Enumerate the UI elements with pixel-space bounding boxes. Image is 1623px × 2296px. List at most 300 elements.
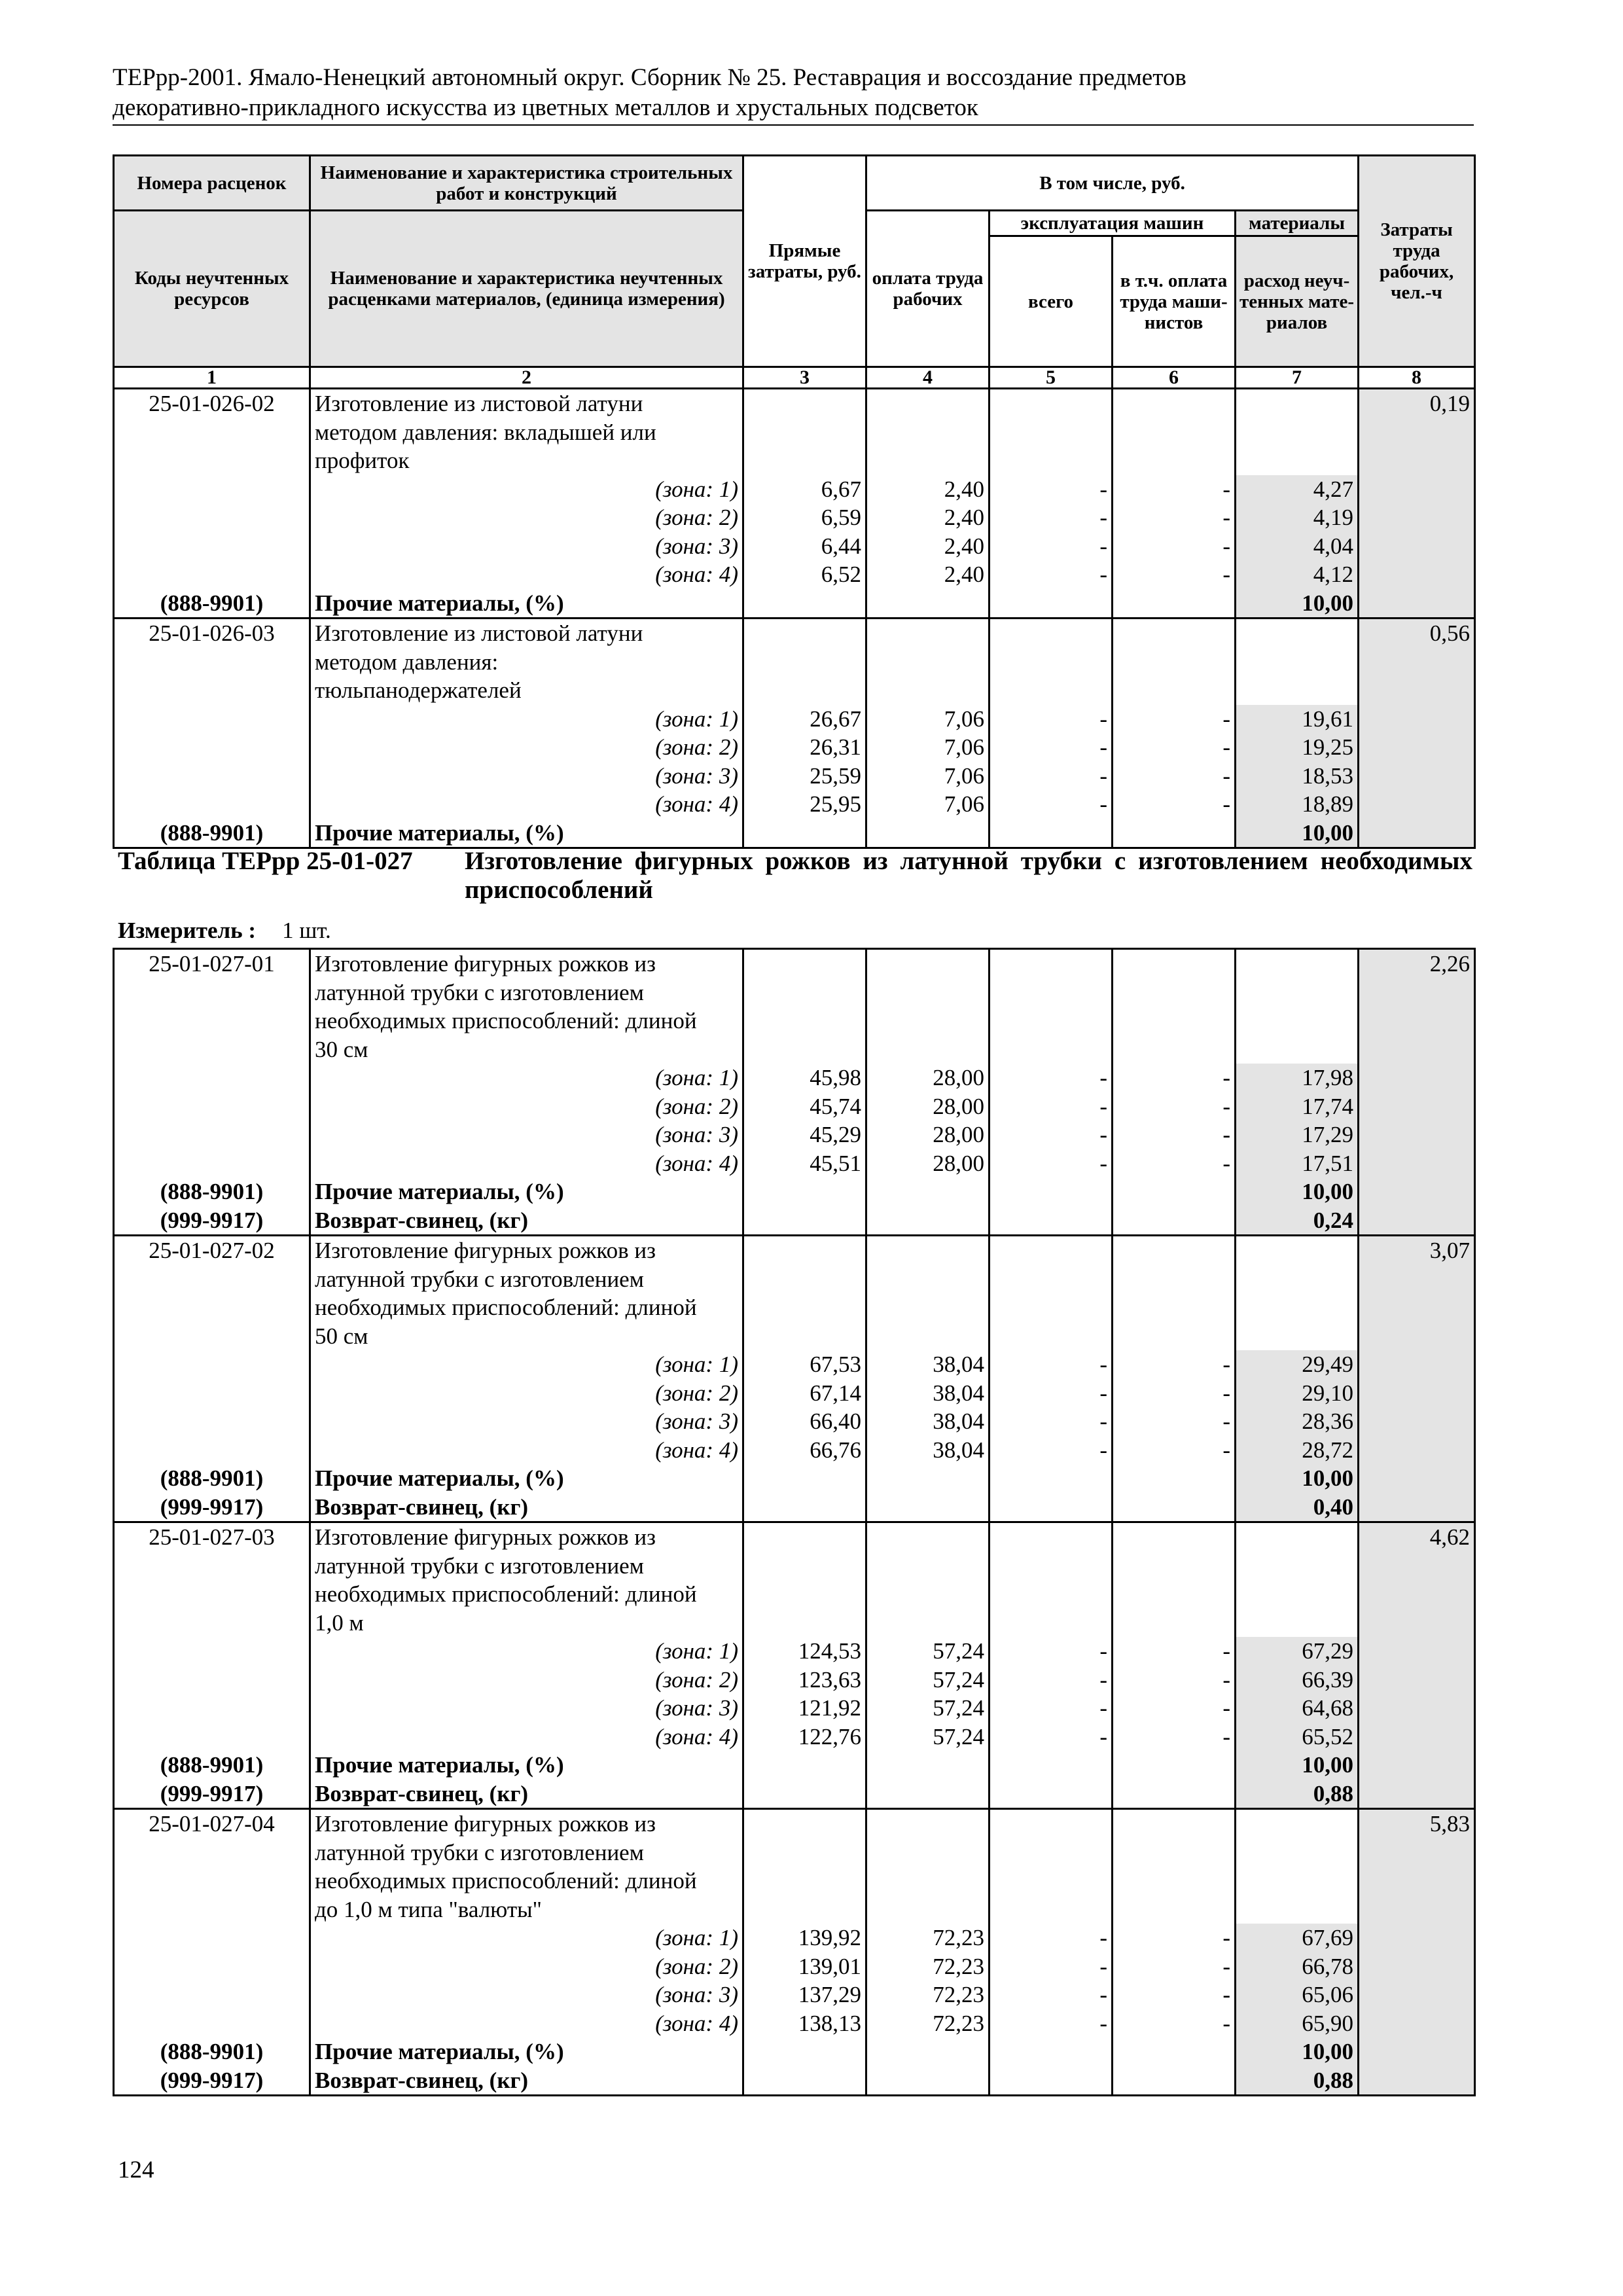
worker-wages: 7,06: [866, 762, 990, 791]
empty-cell: [1113, 2066, 1236, 2096]
empty-cell: [866, 589, 990, 619]
materials-cost: 17,51: [1236, 1149, 1359, 1178]
empty-cell: [114, 762, 310, 791]
empty-cell: [114, 1149, 310, 1178]
empty-cell: [866, 1493, 990, 1522]
empty-cell: [1359, 1064, 1475, 1092]
table-row: [114, 978, 1475, 1007]
empty-cell: [1113, 1895, 1236, 1924]
machinist-wages: -: [1113, 733, 1236, 762]
resource-name: Прочие материалы, (%): [310, 819, 743, 848]
empty-cell: [990, 819, 1113, 848]
worker-wages: 38,04: [866, 1379, 990, 1408]
empty-cell: [114, 560, 310, 589]
direct-costs: 67,14: [743, 1379, 866, 1408]
table-body: [114, 389, 1475, 848]
empty-cell: [1113, 1265, 1236, 1294]
empty-cell: [1236, 1839, 1359, 1867]
materials-cost: 66,39: [1236, 1666, 1359, 1695]
empty-cell: [743, 1322, 866, 1351]
labor-cost: [1359, 1895, 1475, 1924]
machines-total: -: [990, 705, 1113, 734]
resource-value: 10,00: [1236, 1751, 1359, 1780]
empty-cell: [743, 819, 866, 848]
empty-cell: [1359, 1981, 1475, 2009]
labor-cost: [1359, 446, 1475, 475]
materials-cost: 4,27: [1236, 475, 1359, 504]
labor-cost: [1359, 1322, 1475, 1351]
direct-costs: 45,29: [743, 1121, 866, 1149]
empty-cell: [1236, 1552, 1359, 1581]
empty-cell: [990, 619, 1113, 648]
zone-label: (зона: 2): [310, 733, 743, 762]
materials-cost: 17,74: [1236, 1092, 1359, 1121]
rate-code: [114, 978, 310, 1007]
empty-cell: [743, 1809, 866, 1839]
rate-code: [114, 676, 310, 705]
table-row: [114, 1637, 1475, 1666]
resource-code: (888-9901): [114, 1751, 310, 1780]
worker-wages: 28,00: [866, 1149, 990, 1178]
table-row: [114, 1751, 1475, 1780]
table-row: [114, 1552, 1475, 1581]
worker-wages: 72,23: [866, 1924, 990, 1952]
machinist-wages: -: [1113, 560, 1236, 589]
materials-consumption-header: расход неуч-тенных мате-риалов: [1236, 236, 1359, 367]
empty-cell: [1113, 819, 1236, 848]
empty-cell: [990, 1322, 1113, 1351]
resource-code: (888-9901): [114, 1464, 310, 1493]
zone-label: (зона: 3): [310, 1407, 743, 1436]
resource-code: (888-9901): [114, 589, 310, 619]
machinist-wages: -: [1113, 1981, 1236, 2009]
empty-cell: [743, 648, 866, 677]
materials-cost: 65,90: [1236, 2009, 1359, 2038]
labor-cost: [1359, 1867, 1475, 1895]
empty-cell: [1359, 1723, 1475, 1751]
zone-label: (зона: 4): [310, 2009, 743, 2038]
empty-cell: [743, 1552, 866, 1581]
empty-cell: [866, 1552, 990, 1581]
empty-cell: [743, 1580, 866, 1609]
empty-cell: [1113, 1206, 1236, 1236]
machines-total: -: [990, 1436, 1113, 1465]
table-row: [114, 1580, 1475, 1609]
empty-cell: [866, 978, 990, 1007]
labor-cost: 2,26: [1359, 949, 1475, 978]
resource-value: 10,00: [1236, 2037, 1359, 2066]
empty-cell: [114, 503, 310, 532]
resource-name: Возврат-свинец, (кг): [310, 2066, 743, 2096]
empty-cell: [990, 1493, 1113, 1522]
empty-cell: [990, 1809, 1113, 1839]
machinist-wages-header: в т.ч. оплата труда маши-нистов: [1113, 236, 1236, 367]
empty-cell: [743, 1493, 866, 1522]
worker-wages: 38,04: [866, 1350, 990, 1379]
table-row: [114, 2009, 1475, 2038]
header-line-1: ТЕРрр-2001. Ямало-Ненецкий автономный округ. Сборник № 25. Реставрация и воссоздание предметов: [113, 64, 1186, 91]
empty-cell: [1236, 1007, 1359, 1035]
table-row: [114, 1350, 1475, 1379]
worker-wages: 28,00: [866, 1064, 990, 1092]
labor-cost: [1359, 1265, 1475, 1294]
materials-cost: 65,52: [1236, 1723, 1359, 1751]
rate-name-line: Изготовление из листовой латуни: [310, 619, 743, 648]
empty-cell: [866, 1007, 990, 1035]
zone-label: (зона: 1): [310, 1924, 743, 1952]
worker-wages: 72,23: [866, 2009, 990, 2038]
table-row: [114, 1839, 1475, 1867]
empty-cell: [866, 1206, 990, 1236]
empty-cell: [1359, 1092, 1475, 1121]
zone-label: (зона: 3): [310, 532, 743, 561]
table-row: [114, 1149, 1475, 1178]
empty-cell: [1236, 1895, 1359, 1924]
empty-cell: [1359, 1637, 1475, 1666]
empty-cell: [114, 1637, 310, 1666]
table-row: [114, 1522, 1475, 1552]
materials-cost: 67,29: [1236, 1637, 1359, 1666]
machinist-wages: -: [1113, 1064, 1236, 1092]
empty-cell: [866, 1780, 990, 1809]
empty-cell: [866, 648, 990, 677]
machines-header: эксплуатация машин: [990, 211, 1236, 236]
empty-cell: [1113, 648, 1236, 677]
machinist-wages: -: [1113, 1350, 1236, 1379]
direct-costs: 6,52: [743, 560, 866, 589]
empty-cell: [866, 1839, 990, 1867]
empty-cell: [114, 1694, 310, 1723]
resource-code: (999-9917): [114, 2066, 310, 2096]
direct-costs: 26,31: [743, 733, 866, 762]
empty-cell: [114, 733, 310, 762]
resource-name: Прочие материалы, (%): [310, 589, 743, 619]
empty-cell: [866, 1035, 990, 1064]
empty-cell: [990, 1780, 1113, 1809]
materials-cost: 19,25: [1236, 733, 1359, 762]
materials-cost: 4,19: [1236, 503, 1359, 532]
machines-total: -: [990, 2009, 1113, 2038]
rate-code: [114, 1035, 310, 1064]
empty-cell: [1236, 978, 1359, 1007]
empty-cell: [114, 790, 310, 819]
rate-name-line: профиток: [310, 446, 743, 475]
rate-name-line: методом давления:: [310, 648, 743, 677]
empty-cell: [866, 418, 990, 447]
empty-cell: [114, 705, 310, 734]
table-row: [114, 648, 1475, 677]
machines-total: -: [990, 532, 1113, 561]
table-row: [114, 1177, 1475, 1206]
empty-cell: [1359, 503, 1475, 532]
zone-label: (зона: 3): [310, 1694, 743, 1723]
machinist-wages: -: [1113, 790, 1236, 819]
table-row: [114, 790, 1475, 819]
empty-cell: [743, 1839, 866, 1867]
zone-label: (зона: 3): [310, 762, 743, 791]
table-row: [114, 1121, 1475, 1149]
labor-cost: 3,07: [1359, 1236, 1475, 1265]
rate-code: [114, 1609, 310, 1638]
empty-cell: [743, 1177, 866, 1206]
resource-value: 0,88: [1236, 1780, 1359, 1809]
materials-cost: 17,29: [1236, 1121, 1359, 1149]
direct-costs: 139,92: [743, 1924, 866, 1952]
direct-costs: 26,67: [743, 705, 866, 734]
empty-cell: [114, 1092, 310, 1121]
empty-cell: [743, 1464, 866, 1493]
empty-cell: [1359, 1350, 1475, 1379]
empty-cell: [866, 1895, 990, 1924]
empty-cell: [114, 1350, 310, 1379]
rate-code: [114, 1552, 310, 1581]
machines-total: -: [990, 1092, 1113, 1121]
empty-cell: [1359, 1379, 1475, 1408]
table-row: [114, 1007, 1475, 1035]
empty-cell: [1359, 2037, 1475, 2066]
empty-cell: [990, 1464, 1113, 1493]
empty-cell: [1113, 1493, 1236, 1522]
materials-cost: 4,04: [1236, 532, 1359, 561]
direct-costs: 139,01: [743, 1952, 866, 1981]
rate-name-line: Изготовление фигурных рожков из: [310, 949, 743, 978]
worker-wages: 7,06: [866, 790, 990, 819]
table-row: [114, 619, 1475, 648]
labor-cost: [1359, 1580, 1475, 1609]
empty-cell: [866, 389, 990, 418]
labor-cost: 0,19: [1359, 389, 1475, 418]
resource-code: (999-9917): [114, 1780, 310, 1809]
empty-cell: [743, 1265, 866, 1294]
rate-code: 25-01-027-03: [114, 1522, 310, 1552]
empty-cell: [866, 819, 990, 848]
table-row: [114, 503, 1475, 532]
empty-cell: [990, 978, 1113, 1007]
rate-name-line: необходимых приспособлений: длиной: [310, 1867, 743, 1895]
empty-cell: [990, 446, 1113, 475]
table-row: [114, 1293, 1475, 1322]
table-row: [114, 1780, 1475, 1809]
empty-cell: [114, 532, 310, 561]
zone-label: (зона: 4): [310, 1149, 743, 1178]
rate-code: [114, 1322, 310, 1351]
zone-label: (зона: 2): [310, 1379, 743, 1408]
machines-total: -: [990, 475, 1113, 504]
empty-cell: [866, 2066, 990, 2096]
empty-cell: [743, 619, 866, 648]
table-row: [114, 733, 1475, 762]
empty-cell: [743, 1522, 866, 1552]
empty-cell: [990, 949, 1113, 978]
direct-costs: 6,59: [743, 503, 866, 532]
labor-cost: [1359, 1609, 1475, 1638]
rate-code: 25-01-027-02: [114, 1236, 310, 1265]
materials-cost: 67,69: [1236, 1924, 1359, 1952]
worker-wages: 57,24: [866, 1723, 990, 1751]
column-number: 6: [1113, 367, 1236, 389]
empty-cell: [1236, 1609, 1359, 1638]
materials-cost: 17,98: [1236, 1064, 1359, 1092]
table-row: [114, 532, 1475, 561]
empty-cell: [1359, 733, 1475, 762]
table-head: [114, 156, 1475, 389]
machinist-wages: -: [1113, 1666, 1236, 1695]
column-number: 4: [866, 367, 990, 389]
col1-top-header: Номера расценок: [114, 156, 310, 211]
empty-cell: [743, 589, 866, 619]
table-row: [114, 762, 1475, 791]
empty-cell: [1359, 1149, 1475, 1178]
empty-cell: [990, 1522, 1113, 1552]
rate-code: [114, 418, 310, 447]
empty-cell: [866, 619, 990, 648]
empty-cell: [743, 1035, 866, 1064]
machines-total: -: [990, 1723, 1113, 1751]
page-number: 124: [118, 2157, 154, 2183]
measure-label: Измеритель :: [118, 918, 257, 943]
empty-cell: [990, 2037, 1113, 2066]
empty-cell: [1359, 1436, 1475, 1465]
machines-total: -: [990, 1407, 1113, 1436]
empty-cell: [1236, 1236, 1359, 1265]
empty-cell: [114, 1952, 310, 1981]
machinist-wages: -: [1113, 1121, 1236, 1149]
empty-cell: [743, 1751, 866, 1780]
empty-cell: [1236, 418, 1359, 447]
empty-cell: [1113, 1293, 1236, 1322]
table-row: [114, 1436, 1475, 1465]
machinist-wages: -: [1113, 1637, 1236, 1666]
table-row: [114, 1867, 1475, 1895]
machines-total: -: [990, 1981, 1113, 2009]
rate-code: [114, 1007, 310, 1035]
table-row: [114, 1407, 1475, 1436]
empty-cell: [1113, 1464, 1236, 1493]
table-row: [114, 1493, 1475, 1522]
empty-cell: [1113, 1035, 1236, 1064]
empty-cell: [990, 1035, 1113, 1064]
labor-cost: [1359, 1035, 1475, 1064]
empty-cell: [114, 1121, 310, 1149]
table-row: [114, 1064, 1475, 1092]
empty-cell: [114, 1924, 310, 1952]
empty-cell: [866, 1293, 990, 1322]
empty-cell: [743, 446, 866, 475]
table-caption-text: Изготовление фигурных рожков из латунной трубки с изготовлением необходимых приспособлений: [465, 847, 1472, 904]
worker-wages: 72,23: [866, 1981, 990, 2009]
empty-cell: [743, 676, 866, 705]
resource-value: 0,24: [1236, 1206, 1359, 1236]
empty-cell: [1236, 619, 1359, 648]
empty-cell: [743, 1236, 866, 1265]
empty-cell: [1359, 1924, 1475, 1952]
table-caption-label: Таблица ТЕРрр 25-01-027: [118, 847, 413, 875]
worker-wages: 57,24: [866, 1694, 990, 1723]
zone-label: (зона: 2): [310, 1666, 743, 1695]
direct-costs: 25,59: [743, 762, 866, 791]
empty-cell: [1113, 1007, 1236, 1035]
column-number: 1: [114, 367, 310, 389]
page-header: [113, 63, 1474, 126]
machines-total: -: [990, 1637, 1113, 1666]
materials-cost: 18,89: [1236, 790, 1359, 819]
table-row: [114, 1895, 1475, 1924]
labor-cost: [1359, 1839, 1475, 1867]
table-row: [114, 1206, 1475, 1236]
empty-cell: [866, 949, 990, 978]
resource-code: (888-9901): [114, 819, 310, 848]
zone-label: (зона: 1): [310, 1350, 743, 1379]
empty-cell: [990, 676, 1113, 705]
table-row: [114, 475, 1475, 504]
materials-cost: 66,78: [1236, 1952, 1359, 1981]
machinist-wages: -: [1113, 503, 1236, 532]
empty-cell: [1359, 589, 1475, 619]
table-row: [114, 1609, 1475, 1638]
direct-costs-header: Прямые затраты, руб.: [743, 156, 866, 367]
worker-wages: 7,06: [866, 733, 990, 762]
rate-name-line: Изготовление фигурных рожков из: [310, 1809, 743, 1839]
direct-costs: 6,44: [743, 532, 866, 561]
table-row: [114, 1092, 1475, 1121]
rate-name-line: 30 см: [310, 1035, 743, 1064]
empty-cell: [866, 1867, 990, 1895]
rate-name-line: до 1,0 м типа "валюты": [310, 1895, 743, 1924]
machines-total: -: [990, 560, 1113, 589]
machinist-wages: -: [1113, 705, 1236, 734]
resource-code: (999-9917): [114, 1206, 310, 1236]
rate-name-line: Изготовление фигурных рожков из: [310, 1522, 743, 1552]
empty-cell: [1113, 949, 1236, 978]
empty-cell: [1113, 1177, 1236, 1206]
zone-label: (зона: 3): [310, 1121, 743, 1149]
table-row: [114, 676, 1475, 705]
resource-name: Прочие материалы, (%): [310, 2037, 743, 2066]
resource-name: Возврат-свинец, (кг): [310, 1493, 743, 1522]
empty-cell: [743, 949, 866, 978]
machines-total: -: [990, 503, 1113, 532]
empty-cell: [1236, 949, 1359, 978]
rate-code: [114, 1293, 310, 1322]
empty-cell: [990, 1839, 1113, 1867]
rate-name-line: 50 см: [310, 1322, 743, 1351]
empty-cell: [743, 2037, 866, 2066]
empty-cell: [743, 418, 866, 447]
empty-cell: [1113, 389, 1236, 418]
empty-cell: [114, 475, 310, 504]
rate-name-line: необходимых приспособлений: длиной: [310, 1293, 743, 1322]
empty-cell: [1359, 705, 1475, 734]
empty-cell: [1113, 446, 1236, 475]
incl-header: В том числе, руб.: [866, 156, 1359, 211]
rate-name-line: латунной трубки с изготовлением: [310, 1265, 743, 1294]
resource-value: 0,88: [1236, 2066, 1359, 2096]
table-row: [114, 1694, 1475, 1723]
table-row: [114, 1952, 1475, 1981]
resource-name: Возврат-свинец, (кг): [310, 1206, 743, 1236]
labor-cost: [1359, 676, 1475, 705]
materials-cost: 19,61: [1236, 705, 1359, 734]
machines-total: -: [990, 1952, 1113, 1981]
zone-label: (зона: 2): [310, 503, 743, 532]
empty-cell: [114, 2009, 310, 2038]
labor-cost: [1359, 1552, 1475, 1581]
empty-cell: [1359, 1751, 1475, 1780]
machines-total: -: [990, 733, 1113, 762]
empty-cell: [1359, 1407, 1475, 1436]
rate-name-line: Изготовление из листовой латуни: [310, 389, 743, 418]
machines-total: -: [990, 1379, 1113, 1408]
